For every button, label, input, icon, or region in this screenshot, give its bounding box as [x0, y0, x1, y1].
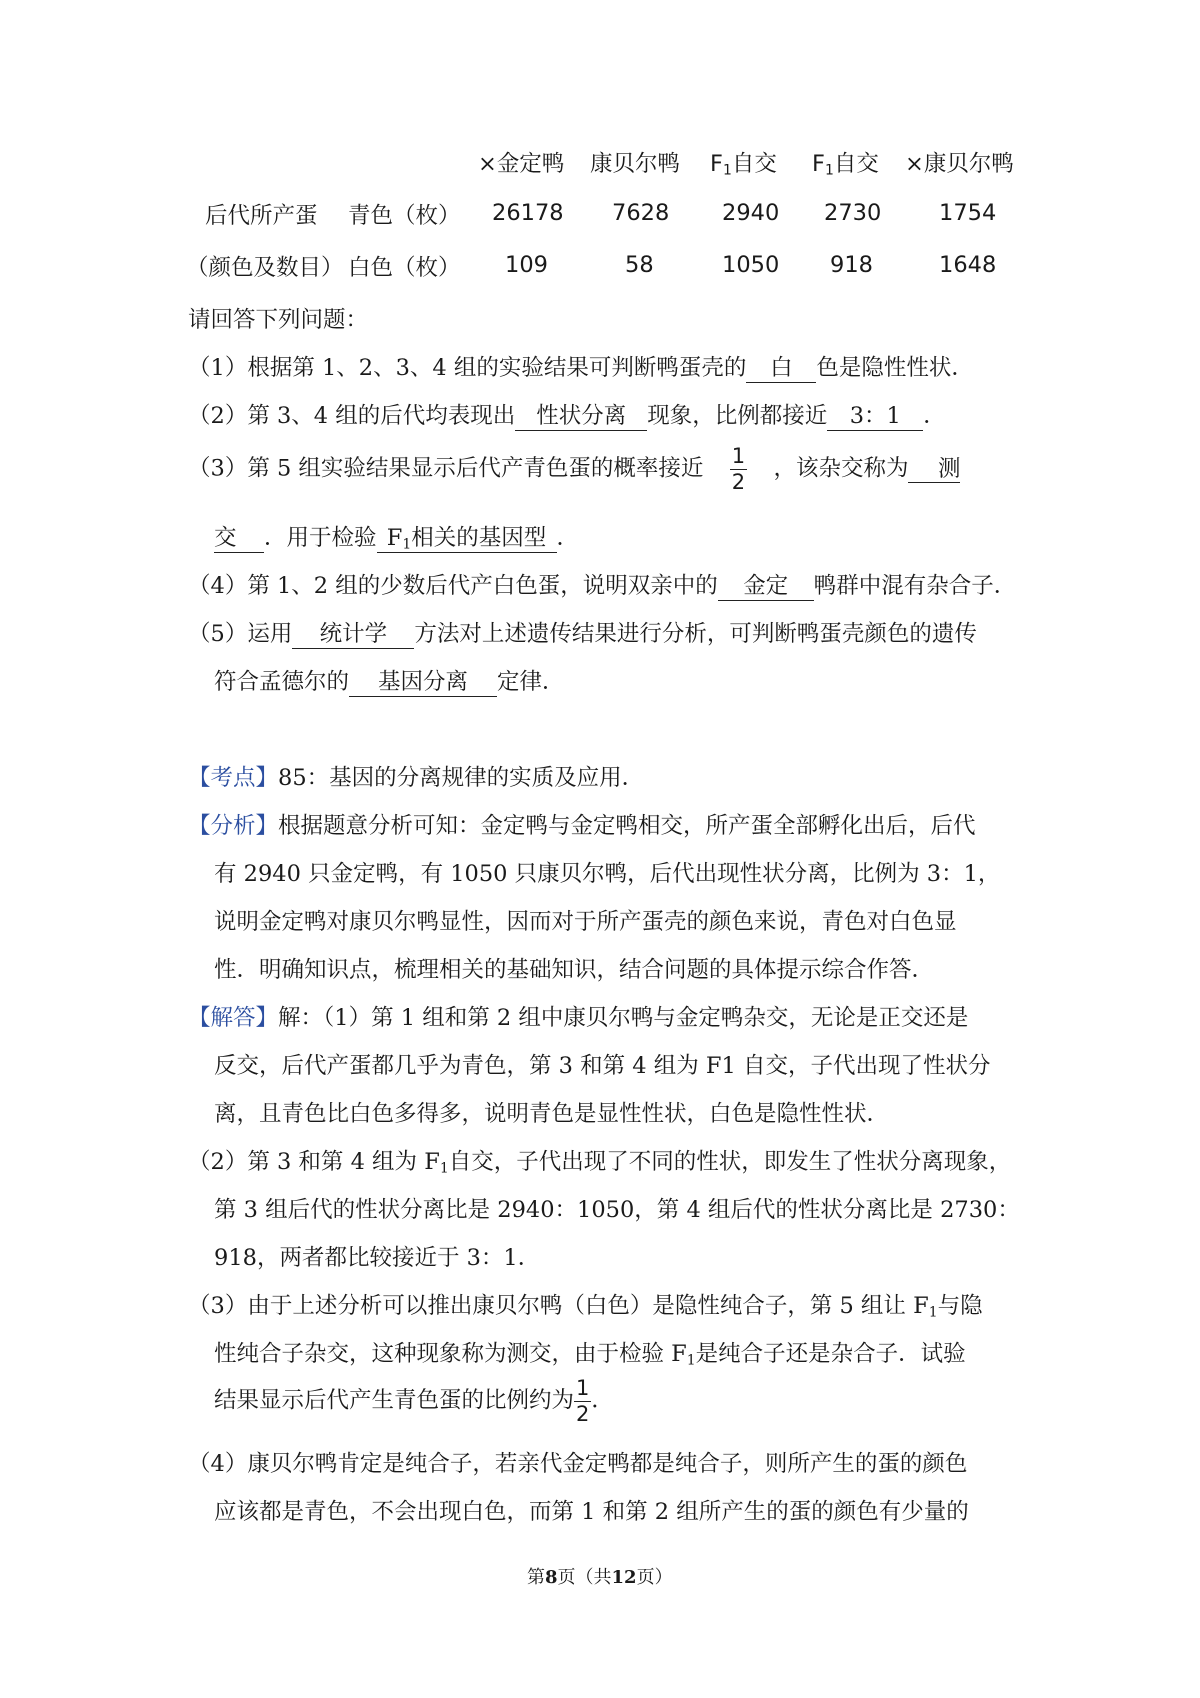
answer-blank: 测 — [908, 458, 960, 484]
section-fenxi: 【分析】根据题意分析可知：金定鸭与金定鸭相交，所产蛋全部孵化出后，后代 — [188, 813, 976, 839]
question-2: （2）第 3、4 组的后代均表现出 性状分离 现象，比例都接近 3：1 ． — [188, 403, 946, 429]
question-3-line2: 交 ．用于检验 $F_1$相关的基因型 ． — [214, 525, 580, 553]
row-label-color-count: （颜色及数目） — [186, 255, 344, 281]
table-header-cross-kangbeier: ×康贝尔鸭 — [905, 151, 1014, 177]
row-label-white: 白色（枚） — [348, 255, 461, 281]
jieda-line: 918，两者都比较接近于 3：1． — [214, 1245, 541, 1271]
section-jieda: 【解答】解：（1）第 1 组和第 2 组中康贝尔鸭与金定鸭杂交，无论是正交还是 — [188, 1005, 969, 1031]
table-cell: 109 — [505, 252, 548, 278]
question-1: （1）根据第 1、2、3、4 组的实验结果可判断鸭蛋壳的 白 色是隐性性状． — [188, 355, 974, 381]
question-prompt: 请回答下列问题： — [188, 307, 369, 333]
question-4: （4）第 1、2 组的少数后代产白色蛋，说明双亲中的 金定 鸭群中混有杂合子． — [188, 573, 1017, 599]
answer-blank: $F_1$相关的基因型 — [377, 527, 557, 553]
jieda-line: （2）第 3 和第 4 组为 $F_1$自交，子代出现了不同的性状，即发生了性状分离现象， — [188, 1149, 1012, 1177]
answer-blank: 白 — [746, 357, 816, 383]
section-tag: 【分析】 — [188, 813, 279, 839]
table-header-f1-selfing-a: $F_1$自交 — [710, 151, 777, 179]
section-kaodian: 【考点】85：基因的分离规律的实质及应用． — [188, 765, 645, 791]
question-5-line2: 符合孟德尔的 基因分离 定律． — [214, 669, 565, 695]
table-header-f1-selfing-b: $F_1$自交 — [812, 151, 879, 179]
table-cell: 1648 — [939, 252, 997, 278]
answer-blank: 3：1 — [827, 405, 923, 431]
section-tag: 【考点】 — [188, 765, 279, 791]
row-label-offspring-eggs: 后代所产蛋 — [205, 203, 318, 229]
table-cell: 1754 — [939, 200, 997, 226]
table-cell: 58 — [625, 252, 654, 278]
table-header-cross-jinding: ×金定鸭 — [478, 151, 565, 177]
fenxi-line: 说明金定鸭对康贝尔鸭显性，因而对于所产蛋壳的颜色来说，青色对白色显 — [214, 909, 957, 935]
table-cell: 918 — [830, 252, 873, 278]
answer-blank — [703, 446, 773, 494]
jieda-line: 离，且青色比白色多得多，说明青色是显性性状，白色是隐性性状． — [214, 1101, 890, 1127]
page-number: 8 — [545, 1567, 558, 1588]
fraction-one-half: $\frac{1}{2}$ — [576, 1376, 590, 1426]
row-label-green: 青色（枚） — [348, 203, 461, 229]
jieda-line: 性纯合子杂交，这种现象称为测交，由于检验 $F_1$是纯合子还是杂合子．试验 — [214, 1341, 966, 1369]
question-5-line1: （5）运用 统计学 方法对上述遗传结果进行分析，可判断鸭蛋壳颜色的遗传 — [188, 621, 977, 647]
answer-blank: 金定 — [718, 575, 814, 601]
section-tag: 【解答】 — [188, 1005, 279, 1031]
fenxi-line: 性．明确知识点，梳理相关的基础知识，结合问题的具体提示综合作答． — [214, 957, 935, 983]
fraction-one-half: $\frac{1}{2}$ — [731, 444, 746, 494]
jieda-line: （3）由于上述分析可以推出康贝尔鸭（白色）是隐性纯合子，第 5 组让 $F_1$与隐 — [188, 1293, 983, 1321]
jieda-line: （4）康贝尔鸭肯定是纯合子，若亲代金定鸭都是纯合子，则所产生的蛋的颜色 — [188, 1451, 968, 1477]
answer-blank: 性状分离 — [515, 405, 647, 431]
answer-blank: 统计学 — [292, 623, 414, 649]
table-cell: 1050 — [722, 252, 780, 278]
jieda-line: 第 3 组后代的性状分离比是 2940：1050，第 4 组后代的性状分离比是 2730： — [214, 1197, 1020, 1223]
page-footer: 第8页（共12页） — [527, 1567, 673, 1588]
table-cell: 26178 — [492, 200, 564, 226]
jieda-line: 反交，后代产蛋都几乎为青色，第 3 和第 4 组为 F1 自交，子代出现了性状分 — [214, 1053, 991, 1079]
jieda-line: 结果显示后代产生青色蛋的比例约为 $\frac{1}{2}$ ． — [214, 1376, 614, 1426]
table-header-kangbeier: 康贝尔鸭 — [590, 151, 681, 177]
table-cell: 2730 — [824, 200, 882, 226]
question-3-line1: （3）第 5 组实验结果显示后代产青色蛋的概率接近 $\frac{1}{2}$ ，该杂交称为 测 — [188, 444, 961, 494]
table-cell: 7628 — [612, 200, 670, 226]
answer-blank: 交 — [214, 527, 264, 553]
table-cell: 2940 — [722, 200, 780, 226]
page-total: 12 — [611, 1567, 637, 1588]
jieda-line: 应该都是青色，不会出现白色，而第 1 和第 2 组所产生的蛋的颜色有少量的 — [214, 1499, 969, 1525]
answer-blank: 基因分离 — [349, 671, 497, 697]
fenxi-line: 有 2940 只金定鸭，有 1050 只康贝尔鸭，后代出现性状分离，比例为 3：1， — [214, 861, 1001, 887]
